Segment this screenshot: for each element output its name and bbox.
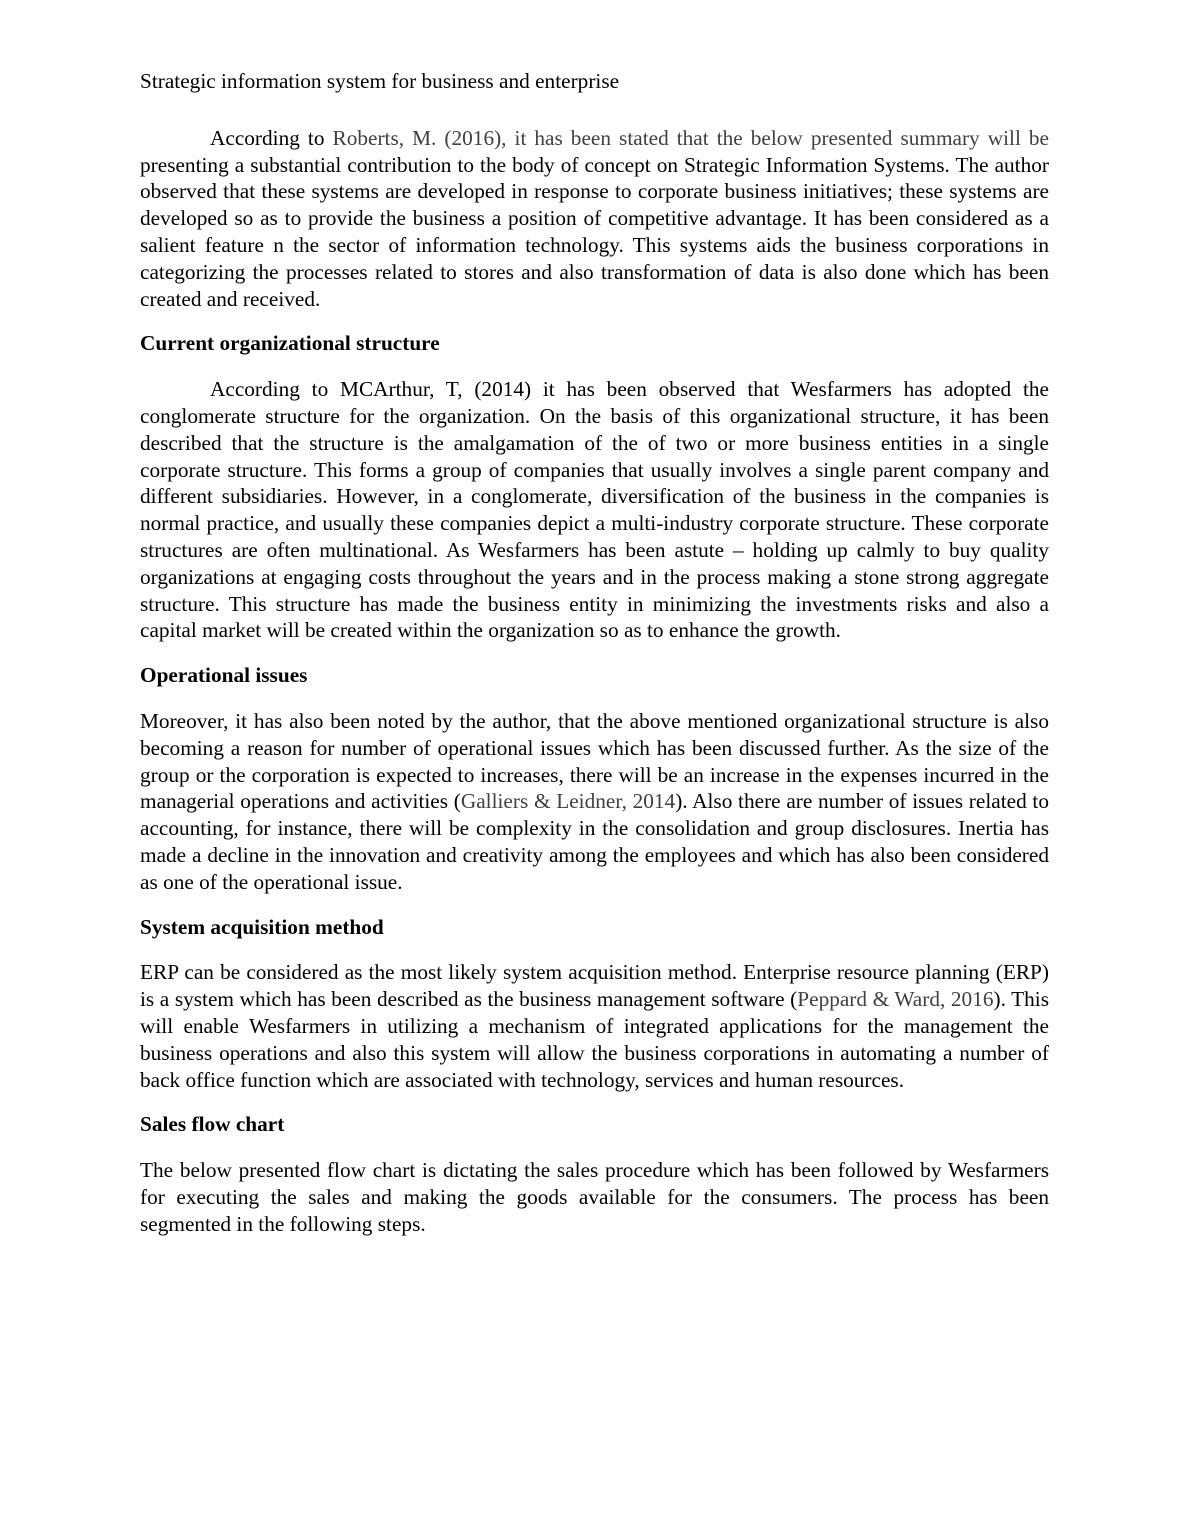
acquisition-citation: Peppard & Ward, 2016 xyxy=(797,987,994,1012)
operational-citation: Galliers & Leidner, 2014 xyxy=(460,789,676,814)
intro-text: presenting a substantial contribution to the body of concept on Strategic Information Systems. The author observed that these systems are developed in response to corporate business initiatives; these systems are developed so as to provide the business a position of competitive advantage. It has been considered as a salient feature n the sector of information technology. This systems aids the business corporations in categorizing the processes related to stores and also transformation of data is also done which has been created and received. xyxy=(140,152,1049,311)
heading-sales-flow-chart: Sales flow chart xyxy=(140,1112,285,1137)
acquisition-text-before: ERP can be considered as the most likely system acquisition method. Enterprise resource planning (ERP) is a system which has been described as the business management software ( xyxy=(140,960,1049,1012)
operational-issues-paragraph xyxy=(140,708,1049,896)
running-header: Strategic information system for business and enterprise xyxy=(140,69,620,93)
organizational-structure-paragraph: According to MCArthur, T, (2014) it has been observed that Wesfarmers has adopted the conglomerate structure for the organization. On the basis of this organizational structure, it has been described that the structure is the amalgamation of the of two or more business entities in a single corporate structure. This forms a group of companies that usually involves a single parent company and different subsidiaries. However, in a conglomerate, diversification of the business in the companies is normal practice, and usually these companies depict a multi-industry corporate structure. These corporate structures are often multinational. As Wesfarmers has been astute – holding up calmly to buy quality organizations at engaging costs throughout the years and in the process making a stone strong aggregate structure. This structure has made the business entity in minimizing the investments risks and also a capital market will be created within the organization so as to enhance the growth. xyxy=(140,377,1049,643)
heading-system-acquisition: System acquisition method xyxy=(140,914,384,939)
system-acquisition-paragraph xyxy=(140,959,1049,1093)
sales-flow-chart-paragraph: The below presented flow chart is dictating the sales procedure which has been followed by Wesfarmers for executing the sales and making the goods available for the consumers. The process has been segmented in the following steps. xyxy=(140,1158,1049,1236)
intro-paragraph xyxy=(140,125,1049,313)
operational-text-before: Moreover, it has also been noted by the author, that the above mentioned organizational structure is also becoming a reason for number of operational issues which has been discussed further. As the size of the group or the corporation is expected to increases, there will be an increase in the expenses incurred in the managerial operations and activities ( xyxy=(140,708,1049,814)
intro-citation: Roberts, M. (2016), it has been stated that the below presented summary will be xyxy=(332,125,1049,150)
document-page xyxy=(140,68,1049,1237)
operational-text-after: ). Also there are number of issues related to accounting, for instance, there will be complexity in the consolidation and group disclosures. Inertia has made a decline in the innovation and creativity among the employees and which has also been considered as one of the operational issue. xyxy=(140,789,1049,894)
heading-operational-issues: Operational issues xyxy=(140,663,308,688)
heading-organizational-structure: Current organizational structure xyxy=(140,331,440,356)
acquisition-text-after: ). This will enable Wesfarmers in utilizing a mechanism of integrated applications for the management the business operations and also this system will allow the business corporations in automating a number of back office function which are associated with technology, services and human resources. xyxy=(140,987,1049,1092)
intro-lead: According to xyxy=(210,125,333,150)
